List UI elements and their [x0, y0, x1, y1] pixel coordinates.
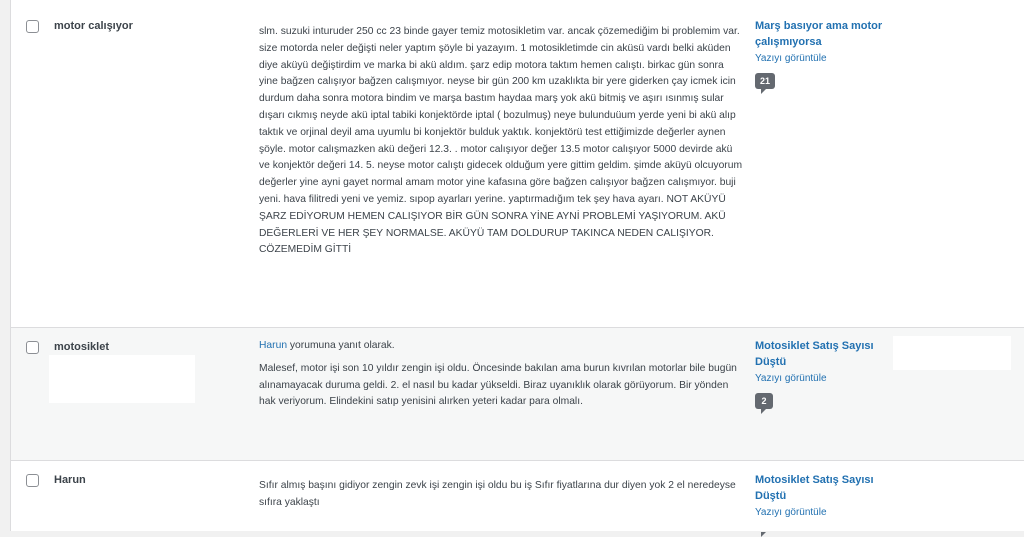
reply-suffix: yorumuna yanıt olarak. [287, 340, 395, 351]
reply-context [259, 338, 744, 355]
comment-count-badge[interactable]: 2 [755, 393, 773, 409]
comment-body: Malesef, motor işi son 10 yıldır zengin işi oldu. Öncesinde bakılan ama burun kıvrılan motorlar bile bugün alınamayacak duruma geldi. 2. el nasıl bu kadar yükseldi. Biraz uyanıklık olarak görüyorum. Bir yönden hak veriyorum. Elindekini satıp yenisini alırken yeteri kadar para olmalı. [259, 362, 737, 408]
reply-author-link[interactable]: Harun [259, 340, 288, 351]
comment-author: motosiklet [54, 341, 110, 353]
comment-body: Sıfır almış başını gidiyor zengin zevk işi zengin işi oldu bu iş Sıfır fiyatlarına dur diyen yok 2 el neredeyse sıfıra yaklaştı [259, 480, 736, 508]
response-post-link[interactable]: Motosiklet Satış Sayısı Düştü [755, 340, 874, 368]
view-post-link[interactable]: Yazıyı görüntüle [755, 53, 827, 64]
table-row [11, 0, 1024, 328]
response-post-link[interactable]: Marş basıyor ama motor çalışmıyorsa [755, 20, 883, 48]
comments-table [10, 0, 1024, 531]
table-row [11, 328, 1024, 461]
comment-text [259, 24, 744, 259]
comment-author: Harun [54, 474, 86, 486]
response-column [755, 338, 905, 409]
comment-text [259, 338, 744, 411]
response-column [755, 18, 905, 89]
comment-count-badge[interactable]: 21 [755, 73, 775, 89]
table-row [11, 461, 1024, 531]
author-info-redacted [49, 355, 195, 403]
response-column [755, 472, 905, 537]
comment-text [259, 478, 744, 512]
view-post-link[interactable]: Yazıyı görüntüle [755, 507, 827, 518]
view-post-link[interactable]: Yazıyı görüntüle [755, 373, 827, 384]
row-checkbox[interactable] [26, 20, 39, 33]
action-area-redacted [893, 336, 1011, 370]
comment-author: motor calışıyor [54, 20, 133, 32]
comment-body: slm. suzuki inturuder 250 cc 23 binde gayer temiz motosikletim var. ancak çözemediğim bi problemim var. size motorda neler değişti neler yaptım şöyle bi yazayım. 1 motosikletimde cin aküsü vardı belki aküden diye aküyü değiştirdim ve marka bi akü aldım. şarz edip motora taktım hemen calıştı. birkac gün sonra yine bağzen calışıyor bağzen calışmıyor. neyse bir gün 200 km uzaklıkta bir yere giderken çay icmek icin durdum daha sonra motora bindim ve marşa bastım haydaa marş yok akü bitmiş ve aşırı ısınmış sular dışarı cıkmış neyde akü iptal tabiki konjektörde iptal ( bozulmuş) neye bulunduüum yerde yeni bi akü alıp taktık ve orjinal deyil ama uyumlu bi konjektör bulduk yaktık. konjektörü test ettiğimizde değerler aynen şöyle. motor calışmazken akü değeri 12.3. . motor calışıyor değer 13.5 motor calışıyor 5000 devirde akü ve konjektör değeri 14. 5. neyse motor calıştı gidecek olduğum yere gittim geldim. şimde aküyü olcuyorum değerler yine ayni gayet normal amam motor yine kafasına göre bağzen calışıyor bağzen calışmıyor. buji yeni. hava filitredi yeni ve yemiz. sıpop ayarları yerine. yaptırmadığım tek şey hava ayarı. NOT AKÜYÜ ŞARZ EDİYORUM HEMEN CALIŞIYOR BİR GÜN SONRA YİNE AYNİ PROBLEMİ YAŞIYORUM. AKÜ DEĞERLERİ VE HER ŞEY NORMALSE. AKÜYÜ TAM DOLDURUP TAKINCA NEDEN CALIŞIYOR. CÖZEMEDİM GİTTİ [259, 26, 743, 256]
response-post-link[interactable]: Motosiklet Satış Sayısı Düştü [755, 474, 874, 502]
row-checkbox[interactable] [26, 474, 39, 487]
row-checkbox[interactable] [26, 341, 39, 354]
